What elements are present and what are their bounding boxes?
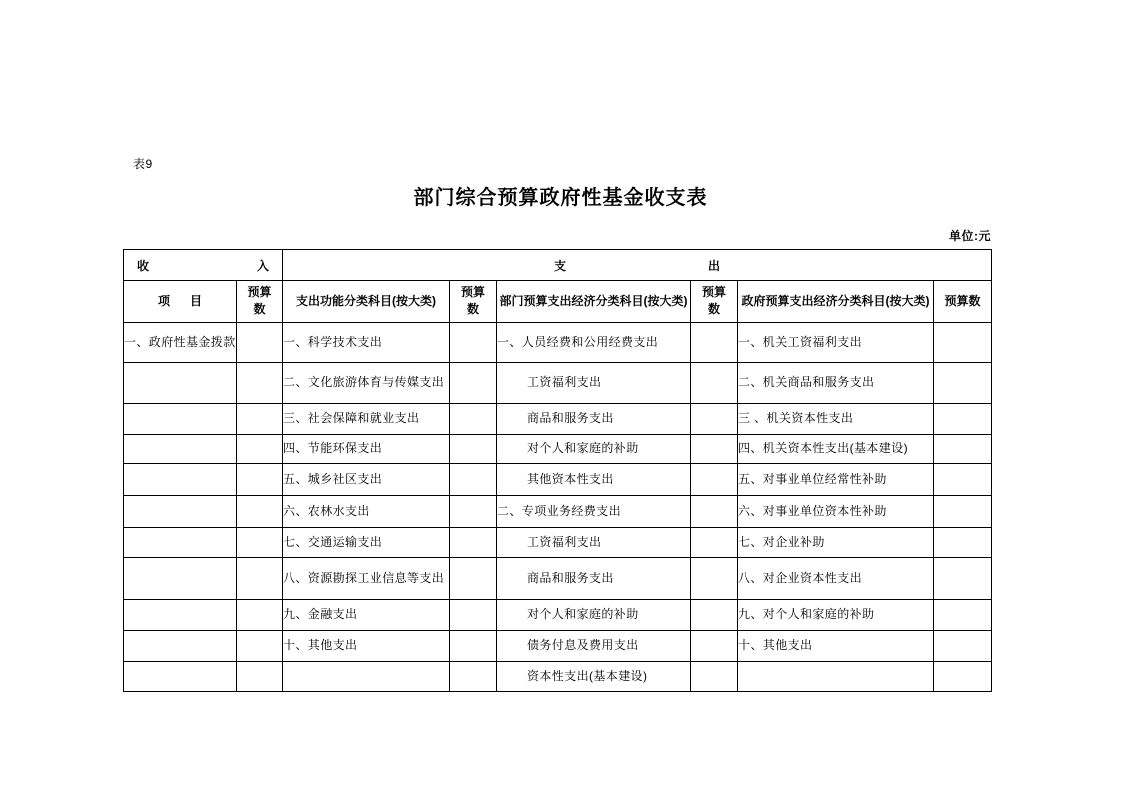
functional-category-cell: 四、节能环保支出	[283, 435, 450, 464]
income-item-cell	[124, 435, 237, 464]
budget-cell	[934, 558, 992, 600]
budget-cell	[237, 323, 283, 363]
gov-econ-class-column-header: 政府预算支出经济分类科目(按大类)	[738, 281, 934, 323]
income-item-cell	[124, 662, 237, 692]
budget-column-header: 预算数	[237, 281, 283, 323]
budget-cell	[450, 363, 497, 404]
table-row	[124, 363, 992, 404]
functional-category-cell: 七、交通运输支出	[283, 528, 450, 558]
table-row	[124, 404, 992, 435]
table-row	[124, 528, 992, 558]
table-row	[124, 435, 992, 464]
budget-cell	[237, 528, 283, 558]
budget-cell	[691, 496, 738, 528]
income-item-cell: 一、政府性基金拨款	[124, 323, 237, 363]
budget-cell	[691, 404, 738, 435]
budget-cell	[934, 528, 992, 558]
income-item-cell	[124, 631, 237, 662]
budget-cell	[237, 600, 283, 631]
budget-cell	[450, 662, 497, 692]
table-row	[124, 600, 992, 631]
table-row	[124, 631, 992, 662]
income-item-cell	[124, 496, 237, 528]
budget-cell	[691, 363, 738, 404]
budget-cell	[237, 662, 283, 692]
table-row	[124, 323, 992, 363]
gov-econ-category-cell	[738, 662, 934, 692]
expenditure-char-left: 支	[554, 258, 567, 273]
functional-category-cell: 一、科学技术支出	[283, 323, 450, 363]
income-item-cell	[124, 528, 237, 558]
budget-cell	[237, 631, 283, 662]
budget-cell	[450, 323, 497, 363]
dept-econ-category-cell: 商品和服务支出	[497, 404, 691, 435]
budget-cell	[691, 528, 738, 558]
budget-cell	[450, 558, 497, 600]
functional-category-cell: 二、文化旅游体育与传媒支出	[283, 363, 450, 404]
budget-cell	[691, 600, 738, 631]
gov-econ-category-cell: 一、机关工资福利支出	[738, 323, 934, 363]
budget-column-header: 预算数	[934, 281, 992, 323]
budget-cell	[934, 496, 992, 528]
dept-econ-class-column-header: 部门预算支出经济分类科目(按大类)	[497, 281, 691, 323]
dept-econ-category-cell: 债务付息及费用支出	[497, 631, 691, 662]
budget-cell	[450, 528, 497, 558]
gov-econ-category-cell: 六、对事业单位资本性补助	[738, 496, 934, 528]
gov-econ-category-cell: 十、其他支出	[738, 631, 934, 662]
sheet-number-label: 表9	[133, 157, 153, 171]
functional-category-cell: 十、其他支出	[283, 631, 450, 662]
budget-cell	[934, 662, 992, 692]
budget-cell	[691, 464, 738, 496]
gov-econ-category-cell: 八、对企业资本性支出	[738, 558, 934, 600]
budget-cell	[237, 363, 283, 404]
revenue-section-header	[124, 250, 283, 281]
budget-cell	[934, 435, 992, 464]
dept-econ-category-cell: 对个人和家庭的补助	[497, 435, 691, 464]
budget-cell	[237, 464, 283, 496]
functional-category-cell: 五、城乡社区支出	[283, 464, 450, 496]
budget-cell	[691, 323, 738, 363]
budget-cell	[450, 404, 497, 435]
functional-category-cell: 九、金融支出	[283, 600, 450, 631]
budget-cell	[934, 631, 992, 662]
income-item-cell	[124, 363, 237, 404]
budget-cell	[691, 631, 738, 662]
revenue-char-right: 入	[256, 258, 269, 273]
budget-cell	[691, 558, 738, 600]
budget-cell	[237, 496, 283, 528]
dept-econ-category-cell: 工资福利支出	[497, 528, 691, 558]
dept-econ-category-cell: 资本性支出(基本建设)	[497, 662, 691, 692]
income-item-cell	[124, 600, 237, 631]
budget-cell	[450, 464, 497, 496]
budget-cell	[934, 464, 992, 496]
budget-cell	[237, 404, 283, 435]
budget-column-header: 预算数	[691, 281, 738, 323]
page-title: 部门综合预算政府性基金收支表	[413, 187, 708, 209]
budget-cell	[691, 662, 738, 692]
column-header-row	[124, 281, 992, 323]
gov-econ-category-cell: 九、对个人和家庭的补助	[738, 600, 934, 631]
income-item-cell	[124, 404, 237, 435]
budget-cell	[934, 363, 992, 404]
functional-category-cell: 三、社会保障和就业支出	[283, 404, 450, 435]
budget-cell	[934, 323, 992, 363]
budget-cell	[691, 435, 738, 464]
gov-econ-category-cell: 五、对事业单位经常性补助	[738, 464, 934, 496]
item-column-header: 项 目	[124, 281, 237, 323]
gov-econ-category-cell: 二、机关商品和服务支出	[738, 363, 934, 404]
gov-econ-category-cell: 四、机关资本性支出(基本建设)	[738, 435, 934, 464]
dept-econ-category-cell: 一、人员经费和公用经费支出	[497, 323, 691, 363]
table-row	[124, 464, 992, 496]
budget-cell	[934, 404, 992, 435]
dept-econ-category-cell: 商品和服务支出	[497, 558, 691, 600]
table-row	[124, 558, 992, 600]
dept-econ-category-cell: 二、专项业务经费支出	[497, 496, 691, 528]
dept-econ-category-cell: 工资福利支出	[497, 363, 691, 404]
dept-econ-category-cell: 其他资本性支出	[497, 464, 691, 496]
unit-label: 单位:元	[949, 229, 991, 243]
functional-class-column-header: 支出功能分类科目(按大类)	[283, 281, 450, 323]
functional-category-cell: 六、农林水支出	[283, 496, 450, 528]
budget-cell	[450, 435, 497, 464]
table-row	[124, 662, 992, 692]
budget-cell	[450, 600, 497, 631]
gov-econ-category-cell: 三 、机关资本性支出	[738, 404, 934, 435]
budget-cell	[450, 496, 497, 528]
expenditure-section-header	[283, 250, 992, 281]
budget-cell	[934, 600, 992, 631]
functional-category-cell	[283, 662, 450, 692]
section-header-row	[124, 250, 992, 281]
functional-category-cell: 八、资源勘探工业信息等支出	[283, 558, 450, 600]
budget-cell	[237, 558, 283, 600]
revenue-char-left: 收	[137, 258, 150, 273]
dept-econ-category-cell: 对个人和家庭的补助	[497, 600, 691, 631]
gov-econ-category-cell: 七、对企业补助	[738, 528, 934, 558]
budget-cell	[450, 631, 497, 662]
income-item-cell	[124, 464, 237, 496]
budget-table	[123, 249, 992, 692]
expenditure-char-right: 出	[708, 258, 721, 273]
table-row	[124, 496, 992, 528]
budget-cell	[237, 435, 283, 464]
income-item-cell	[124, 558, 237, 600]
budget-column-header: 预算数	[450, 281, 497, 323]
